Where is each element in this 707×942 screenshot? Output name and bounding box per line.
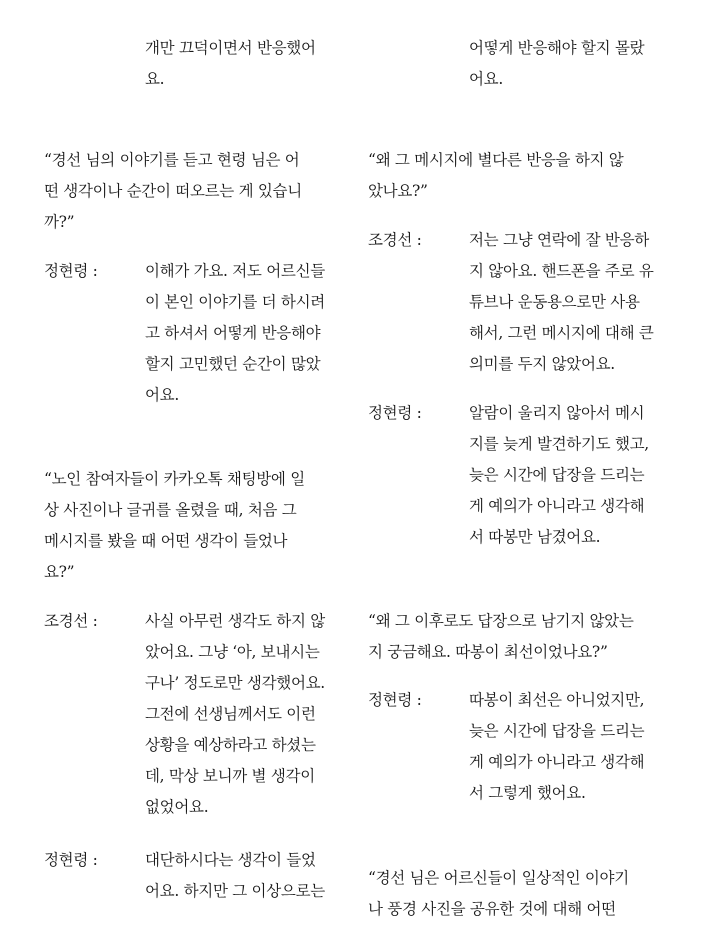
continuation-text: 어떻게 반응해야 할지 몰랐 어요.: [469, 39, 645, 88]
speaker-label: 조경선 :: [368, 231, 422, 249]
speaker-label: 정현령 :: [44, 851, 98, 869]
answer-text: 알람이 울리지 않아서 메시 지를 늦게 발견하기도 했고, 늦은 시간에 답장을 드리는 게 예의가 아니라고 생각해 서 따봉만 남겼어요.: [469, 404, 649, 546]
interview-question: “경선 님의 이야기를 듣고 현령 님은 어 떤 생각이나 순간이 떠오르는 게 있습니 까?”: [44, 151, 302, 231]
continuation-text: 개만 끄덕이면서 반응했어 요.: [145, 39, 316, 88]
interview-question: “경선 님은 어르신들이 일상적인 이야기 나 풍경 사진을 공유한 것에 대해 어떤: [368, 869, 629, 918]
answer-text: 이해가 가요. 저도 어르신들 이 본인 이야기를 더 하시려 고 하셔서 어떻게 반응해야 할지 고민했던 순간이 많았 어요.: [145, 262, 325, 404]
answer-text: 저는 그냥 연락에 잘 반응하 지 않아요. 핸드폰을 주로 유 튜브나 운동용으로만 사용 해서, 그런 메시지에 대해 큰 의미를 두지 않았어요.: [469, 231, 654, 373]
answer-text: 따봉이 최선은 아니었지만, 늦은 시간에 답장을 드리는 게 예의가 아니라고 생각해 서 그렇게 했어요.: [469, 691, 645, 802]
speaker-label: 조경선 :: [44, 612, 98, 630]
speaker-label: 정현령 :: [368, 404, 422, 422]
interview-question: “왜 그 이후로도 답장으로 남기지 않았는 지 궁금해요. 따봉이 최선이었나요?”: [368, 612, 634, 661]
answer-text: 사실 아무런 생각도 하지 않 았어요. 그냥 ‘아, 보내시는 구나’ 정도로만 생각했어요. 그전에 선생님께서도 이런 상황을 예상하라고 하셨는 데, 막상 보니까 별 생각이 없었어요.: [145, 612, 325, 816]
interview-question: “왜 그 메시지에 별다른 반응을 하지 않 았나요?”: [368, 151, 624, 200]
interview-question: “노인 참여자들이 카카오톡 채팅방에 일 상 사진이나 글귀를 올렸을 때, 처음 그 메시지를 봤을 때 어떤 생각이 들었나 요?”: [44, 470, 305, 581]
speaker-label: 정현령 :: [44, 262, 98, 280]
speaker-label: 정현령 :: [368, 691, 422, 709]
answer-text: 대단하시다는 생각이 들었 어요. 하지만 그 이상으로는: [145, 851, 325, 900]
